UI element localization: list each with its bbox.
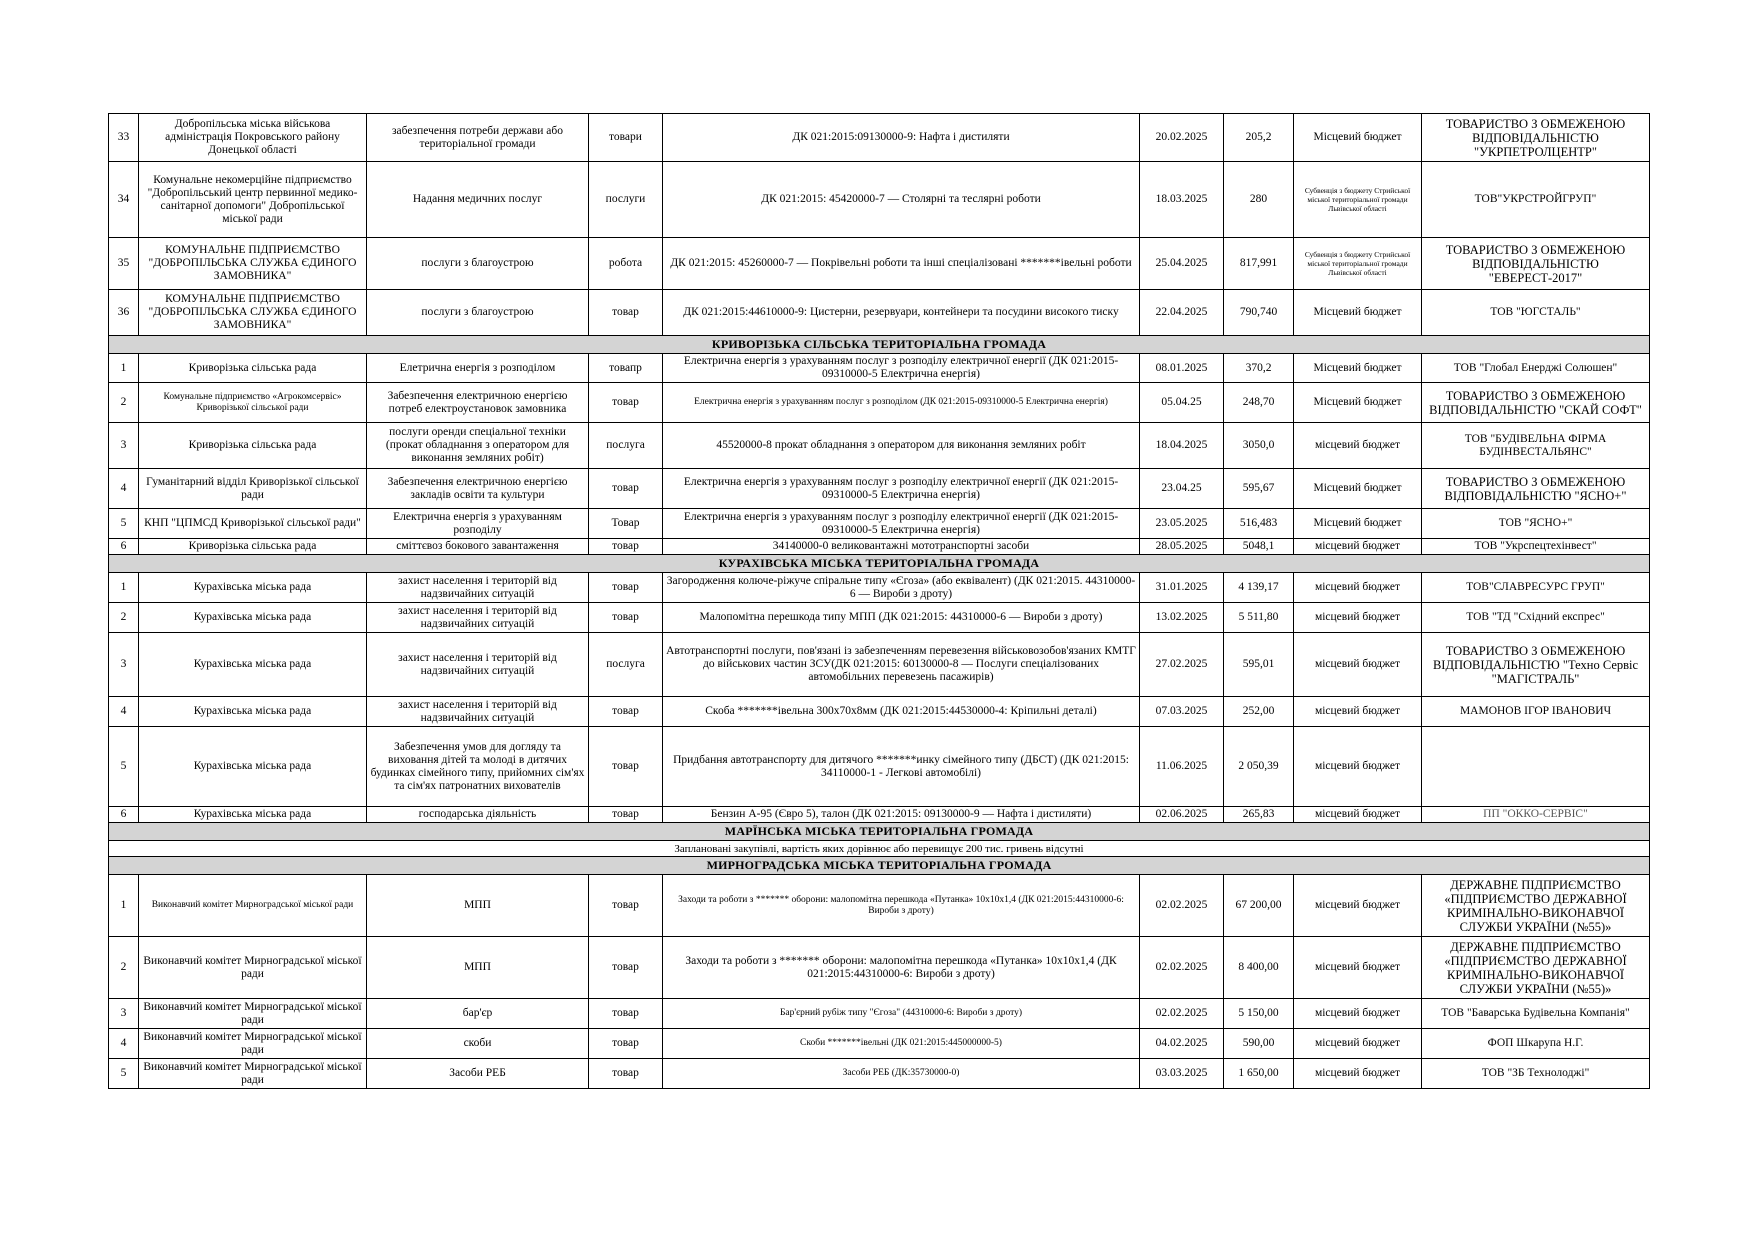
cell-purpose: господарська діяльність — [367, 807, 589, 823]
section-title: КУРАХІВСЬКА МІСЬКА ТЕРИТОРІАЛЬНА ГРОМАДА — [109, 555, 1650, 573]
cell-subject: Придбання автотранспорту для дитячого *******инку сімейного типу (ДБСТ) (ДК 021:2015: 34110000-1 - Легкові автомобілі) — [663, 727, 1140, 807]
cell-supplier: ТОВ "ЮГСТАЛЬ" — [1422, 290, 1650, 336]
cell-subject: Автотранспортні послуги, пов'язані із забезпеченням перевезення військовозобов'язаних КМТГ до військових частин ЗСУ(ДК 021:2015: 60130000-8 — Послуги спеціалізованих автомобільних перевезень пасажирів) — [663, 633, 1140, 697]
cell-sum: 5 511,80 — [1224, 603, 1294, 633]
cell-sum: 1 650,00 — [1224, 1059, 1294, 1089]
cell-n: 35 — [109, 238, 139, 290]
cell-subject: ДК 021:2015: 45420000-7 — Столярні та теслярні роботи — [663, 162, 1140, 238]
cell-source: місцевий бюджет — [1294, 573, 1422, 603]
cell-n: 36 — [109, 290, 139, 336]
table-row — [109, 114, 1650, 162]
cell-supplier: ТОВАРИСТВО З ОБМЕЖЕНОЮ ВІДПОВІДАЛЬНІСТЮ "УКРПЕТРОЛЦЕНТР" — [1422, 114, 1650, 162]
cell-source: місцевий бюджет — [1294, 423, 1422, 469]
cell-supplier: ТОВАРИСТВО З ОБМЕЖЕНОЮ ВІДПОВІДАЛЬНІСТЮ "ЯСНО+" — [1422, 469, 1650, 509]
section-header — [109, 857, 1650, 875]
cell-customer: Виконавчий комітет Мирноградської міської ради — [139, 999, 367, 1029]
cell-n: 3 — [109, 423, 139, 469]
cell-n: 2 — [109, 383, 139, 423]
cell-date: 04.02.2025 — [1140, 1029, 1224, 1059]
cell-supplier: ФОП Шкарупа Н.Г. — [1422, 1029, 1650, 1059]
cell-subject: Електрична енергія з урахуванням послуг з розподілом (ДК 021:2015-09310000-5 Електрична енергія) — [663, 383, 1140, 423]
cell-customer: Криворізька сільська рада — [139, 354, 367, 383]
cell-customer: Курахівська міська рада — [139, 807, 367, 823]
table-row — [109, 290, 1650, 336]
cell-source: Місцевий бюджет — [1294, 290, 1422, 336]
cell-n: 1 — [109, 354, 139, 383]
cell-subject: Малопомітна перешкода типу МПП (ДК 021:2015: 44310000-6 — Вироби з дроту) — [663, 603, 1140, 633]
cell-supplier: ТОВ "Баварська Будівельна Компанія" — [1422, 999, 1650, 1029]
cell-purpose: послуги оренди спеціальної техніки (прокат обладнання з оператором для виконання земляних робіт) — [367, 423, 589, 469]
cell-n: 34 — [109, 162, 139, 238]
cell-type: товар — [589, 383, 663, 423]
cell-sum: 370,2 — [1224, 354, 1294, 383]
cell-type: товар — [589, 807, 663, 823]
cell-subject: Бензин А-95 (Євро 5), талон (ДК 021:2015: 09130000-9 — Нафта і дистиляти) — [663, 807, 1140, 823]
cell-type: товапр — [589, 354, 663, 383]
cell-supplier: ТОВ "ТД "Східний експрес" — [1422, 603, 1650, 633]
cell-date: 08.01.2025 — [1140, 354, 1224, 383]
cell-type: Товар — [589, 509, 663, 539]
cell-type: товар — [589, 697, 663, 727]
cell-n: 3 — [109, 999, 139, 1029]
cell-type: товар — [589, 573, 663, 603]
cell-subject: Заходи та роботи з ******* оборони: малопомітна перешкода «Путанка» 10х10х1,4 (ДК 021:2015:44310000-6: Вироби з дроту) — [663, 875, 1140, 937]
cell-purpose: захист населення і територій від надзвичайних ситуацій — [367, 603, 589, 633]
cell-subject: Загородження колюче-ріжуче спіральне типу «Єгоза» (або еквівалент) (ДК 021:2015. 44310000-6 — Вироби з дроту) — [663, 573, 1140, 603]
cell-n: 6 — [109, 807, 139, 823]
cell-source: місцевий бюджет — [1294, 999, 1422, 1029]
cell-customer: КОМУНАЛЬНЕ ПІДПРИЄМСТВО "ДОБРОПІЛЬСЬКА СЛУЖБА ЄДИНОГО ЗАМОВНИКА" — [139, 238, 367, 290]
cell-supplier: ТОВ"СЛАВРЕСУРС ГРУП" — [1422, 573, 1650, 603]
table-row — [109, 697, 1650, 727]
cell-purpose: забезпечення потреби держави або територіальної громади — [367, 114, 589, 162]
cell-customer: Комунальне підприємство «Агрокомсервіс» Криворізької сільської ради — [139, 383, 367, 423]
cell-customer: Виконавчий комітет Мирноградської міської ради — [139, 1029, 367, 1059]
cell-subject: Скоба *******івельна 300х70х8мм (ДК 021:2015:44530000-4: Кріпильні деталі) — [663, 697, 1140, 727]
cell-customer: Гуманітарний відділ Криворізької сільської ради — [139, 469, 367, 509]
cell-n: 4 — [109, 1029, 139, 1059]
cell-sum: 205,2 — [1224, 114, 1294, 162]
cell-date: 13.02.2025 — [1140, 603, 1224, 633]
cell-type: товар — [589, 727, 663, 807]
table-row — [109, 999, 1650, 1029]
cell-supplier: ТОВАРИСТВО З ОБМЕЖЕНОЮ ВІДПОВІДАЛЬНІСТЮ "ЕВЕРЕСТ-2017" — [1422, 238, 1650, 290]
cell-customer: Комунальне некомерційне підприємство "Добропільський центр первинної медико-санітарної допомоги" Добропільської міської ради — [139, 162, 367, 238]
cell-date: 02.06.2025 — [1140, 807, 1224, 823]
cell-type: товари — [589, 114, 663, 162]
cell-n: 5 — [109, 1059, 139, 1089]
cell-purpose: Засоби РЕБ — [367, 1059, 589, 1089]
cell-date: 22.04.2025 — [1140, 290, 1224, 336]
cell-supplier: МАМОНОВ ІГОР ІВАНОВИЧ — [1422, 697, 1650, 727]
cell-purpose: скоби — [367, 1029, 589, 1059]
table-row — [109, 1059, 1650, 1089]
cell-subject: Заходи та роботи з ******* оборони: малопомітна перешкода «Путанка» 10х10х1,4 (ДК 021:2015:44310000-6: Вироби з дроту) — [663, 937, 1140, 999]
cell-date: 28.05.2025 — [1140, 539, 1224, 555]
table-row — [109, 727, 1650, 807]
cell-type: послуга — [589, 423, 663, 469]
cell-type: послуги — [589, 162, 663, 238]
cell-source: місцевий бюджет — [1294, 539, 1422, 555]
cell-source: місцевий бюджет — [1294, 937, 1422, 999]
cell-sum: 252,00 — [1224, 697, 1294, 727]
table-row — [109, 162, 1650, 238]
cell-customer: Виконавчий комітет Мирноградської міської ради — [139, 1059, 367, 1089]
cell-source: місцевий бюджет — [1294, 727, 1422, 807]
cell-sum: 67 200,00 — [1224, 875, 1294, 937]
cell-subject: Бар'єрний рубіж типу "Єгоза" (44310000-6: Вироби з дроту) — [663, 999, 1140, 1029]
cell-supplier: ДЕРЖАВНЕ ПІДПРИЄМСТВО «ПІДПРИЄМСТВО ДЕРЖАВНОЇ КРИМІНАЛЬНО-ВИКОНАВЧОЇ СЛУЖБИ УКРАЇНИ (№55)» — [1422, 875, 1650, 937]
cell-source: місцевий бюджет — [1294, 633, 1422, 697]
section-title: МИРНОГРАДСЬКА МІСЬКА ТЕРИТОРІАЛЬНА ГРОМАДА — [109, 857, 1650, 875]
cell-customer: Виконавчий комітет Мирноградської міської ради — [139, 937, 367, 999]
section-title: МАРЇНСЬКА МІСЬКА ТЕРИТОРІАЛЬНА ГРОМАДА — [109, 823, 1650, 841]
cell-purpose: Надання медичних послуг — [367, 162, 589, 238]
cell-sum: 595,01 — [1224, 633, 1294, 697]
cell-purpose: послуги з благоустрою — [367, 290, 589, 336]
cell-date: 11.06.2025 — [1140, 727, 1224, 807]
cell-supplier: ТОВ "БУДІВЕЛЬНА ФІРМА БУДІНВЕСТАЛЬЯНС" — [1422, 423, 1650, 469]
cell-purpose: Забезпечення умов для догляду та виховання дітей та молоді в дитячих будинках сімейного типу, прийомних сім'ях та сім'ях патронатних вихователів — [367, 727, 589, 807]
table-row — [109, 423, 1650, 469]
cell-purpose: бар'єр — [367, 999, 589, 1029]
cell-supplier: ПП "ОККО-СЕРВІС" — [1422, 807, 1650, 823]
cell-purpose: сміттєвоз бокового завантаження — [367, 539, 589, 555]
cell-purpose: Елетрична енергія з розподілом — [367, 354, 589, 383]
cell-n: 2 — [109, 937, 139, 999]
cell-source: Субвенція з бюджету Стрийської міської територіальної громади Львівської області — [1294, 162, 1422, 238]
cell-source: Місцевий бюджет — [1294, 469, 1422, 509]
section-note-row — [109, 841, 1650, 857]
table-row — [109, 238, 1650, 290]
cell-type: товар — [589, 469, 663, 509]
cell-subject: ДК 021:2015:09130000-9: Нафта і дистиляти — [663, 114, 1140, 162]
table-row — [109, 354, 1650, 383]
cell-date: 02.02.2025 — [1140, 999, 1224, 1029]
cell-sum: 5 150,00 — [1224, 999, 1294, 1029]
cell-n: 1 — [109, 875, 139, 937]
cell-type: товар — [589, 875, 663, 937]
cell-sum: 8 400,00 — [1224, 937, 1294, 999]
cell-date: 23.04.25 — [1140, 469, 1224, 509]
cell-n: 5 — [109, 509, 139, 539]
cell-source: Місцевий бюджет — [1294, 354, 1422, 383]
cell-sum: 248,70 — [1224, 383, 1294, 423]
table-row — [109, 1029, 1650, 1059]
cell-subject: 34140000-0 великовантажні мототранспортні засоби — [663, 539, 1140, 555]
cell-supplier: ДЕРЖАВНЕ ПІДПРИЄМСТВО «ПІДПРИЄМСТВО ДЕРЖАВНОЇ КРИМІНАЛЬНО-ВИКОНАВЧОЇ СЛУЖБИ УКРАЇНИ (№55)» — [1422, 937, 1650, 999]
cell-type: товар — [589, 937, 663, 999]
cell-sum: 3050,0 — [1224, 423, 1294, 469]
cell-supplier: ТОВ "Укрспецтехінвест" — [1422, 539, 1650, 555]
cell-type: товар — [589, 1029, 663, 1059]
cell-type: товар — [589, 603, 663, 633]
cell-customer: Добропільська міська військова адміністрація Покровського району Донецької області — [139, 114, 367, 162]
table-row — [109, 539, 1650, 555]
cell-customer: КНП "ЦПМСД Криворізької сільської ради" — [139, 509, 367, 539]
cell-date: 25.04.2025 — [1140, 238, 1224, 290]
cell-source: Місцевий бюджет — [1294, 509, 1422, 539]
cell-purpose: Забезпечення електричною енергією закладів освіти та культури — [367, 469, 589, 509]
cell-date: 02.02.2025 — [1140, 875, 1224, 937]
cell-supplier: ТОВ"УКРСТРОЙГРУП" — [1422, 162, 1650, 238]
cell-sum: 595,67 — [1224, 469, 1294, 509]
cell-subject: ДК 021:2015:44610000-9: Цистерни, резервуари, контейнери та посудини високого тиску — [663, 290, 1140, 336]
cell-type: товар — [589, 290, 663, 336]
section-title: КРИВОРІЗЬКА СІЛЬСЬКА ТЕРИТОРІАЛЬНА ГРОМАДА — [109, 336, 1650, 354]
cell-date: 03.03.2025 — [1140, 1059, 1224, 1089]
cell-sum: 2 050,39 — [1224, 727, 1294, 807]
cell-purpose: Електрична енергія з урахуванням розподілу — [367, 509, 589, 539]
cell-customer: Курахівська міська рада — [139, 603, 367, 633]
cell-n: 4 — [109, 697, 139, 727]
cell-supplier: ТОВАРИСТВО З ОБМЕЖЕНОЮ ВІДПОВІДАЛЬНІСТЮ "Техно Сервіс "МАГІСТРАЛЬ" — [1422, 633, 1650, 697]
cell-customer: Криворізька сільська рада — [139, 539, 367, 555]
cell-purpose: захист населення і територій від надзвичайних ситуацій — [367, 633, 589, 697]
cell-purpose: захист населення і територій від надзвичайних ситуацій — [367, 697, 589, 727]
cell-n: 6 — [109, 539, 139, 555]
cell-customer: Курахівська міська рада — [139, 727, 367, 807]
table-row — [109, 469, 1650, 509]
cell-sum: 590,00 — [1224, 1029, 1294, 1059]
cell-type: товар — [589, 539, 663, 555]
cell-customer: Курахівська міська рада — [139, 573, 367, 603]
cell-sum: 265,83 — [1224, 807, 1294, 823]
procurement-table — [108, 113, 1650, 1089]
cell-n: 4 — [109, 469, 139, 509]
table-row — [109, 383, 1650, 423]
cell-source: Субвенція з бюджету Стрийської міської територіальної громади Львівської області — [1294, 238, 1422, 290]
cell-n: 33 — [109, 114, 139, 162]
cell-n: 3 — [109, 633, 139, 697]
cell-date: 31.01.2025 — [1140, 573, 1224, 603]
cell-source: місцевий бюджет — [1294, 807, 1422, 823]
cell-source: Місцевий бюджет — [1294, 114, 1422, 162]
cell-purpose: послуги з благоустрою — [367, 238, 589, 290]
cell-n: 2 — [109, 603, 139, 633]
cell-supplier: ТОВ "Глобал Енерджі Солюшен" — [1422, 354, 1650, 383]
cell-sum: 817,991 — [1224, 238, 1294, 290]
cell-date: 07.03.2025 — [1140, 697, 1224, 727]
cell-sum: 516,483 — [1224, 509, 1294, 539]
cell-source: Місцевий бюджет — [1294, 383, 1422, 423]
cell-purpose: захист населення і територій від надзвичайних ситуацій — [367, 573, 589, 603]
cell-source: місцевий бюджет — [1294, 1029, 1422, 1059]
cell-n: 5 — [109, 727, 139, 807]
cell-customer: КОМУНАЛЬНЕ ПІДПРИЄМСТВО "ДОБРОПІЛЬСЬКА СЛУЖБА ЄДИНОГО ЗАМОВНИКА" — [139, 290, 367, 336]
cell-subject: ДК 021:2015: 45260000-7 — Покрівельні роботи та інші спеціалізовані *******івельні роботи — [663, 238, 1140, 290]
cell-date: 05.04.25 — [1140, 383, 1224, 423]
cell-subject: Електрична енергія з урахуванням послуг з розподілу електричної енергії (ДК 021:2015-09310000-5 Електрична енергія) — [663, 469, 1140, 509]
table-row — [109, 509, 1650, 539]
cell-sum: 5048,1 — [1224, 539, 1294, 555]
cell-date: 18.04.2025 — [1140, 423, 1224, 469]
cell-supplier: ТОВ "ЯСНО+" — [1422, 509, 1650, 539]
cell-purpose: Забезпечення електричною енергією потреб електроустановок замовника — [367, 383, 589, 423]
cell-customer: Виконавчий комітет Мирноградської міської ради — [139, 875, 367, 937]
cell-subject: Засоби РЕБ (ДК:35730000-0) — [663, 1059, 1140, 1089]
cell-date: 20.02.2025 — [1140, 114, 1224, 162]
table-row — [109, 807, 1650, 823]
section-note: Заплановані закупівлі, вартість яких дорівнює або перевищує 200 тис. гривень відсутні — [109, 841, 1650, 857]
table-row — [109, 603, 1650, 633]
cell-type: робота — [589, 238, 663, 290]
section-header — [109, 336, 1650, 354]
cell-customer: Криворізька сільська рада — [139, 423, 367, 469]
cell-sum: 280 — [1224, 162, 1294, 238]
cell-date: 23.05.2025 — [1140, 509, 1224, 539]
cell-supplier: ТОВАРИСТВО З ОБМЕЖЕНОЮ ВІДПОВІДАЛЬНІСТЮ "СКАЙ СОФТ" — [1422, 383, 1650, 423]
cell-type: товар — [589, 999, 663, 1029]
cell-source: місцевий бюджет — [1294, 875, 1422, 937]
table-row — [109, 633, 1650, 697]
cell-supplier: ТОВ "ЗБ Технолоджі" — [1422, 1059, 1650, 1089]
cell-purpose: МПП — [367, 937, 589, 999]
cell-type: послуга — [589, 633, 663, 697]
cell-n: 1 — [109, 573, 139, 603]
cell-date: 18.03.2025 — [1140, 162, 1224, 238]
cell-sum: 790,740 — [1224, 290, 1294, 336]
cell-subject: Скоби *******івельні (ДК 021:2015:445000000-5) — [663, 1029, 1140, 1059]
cell-subject: Електрична енергія з урахуванням послуг з розподілу електричної енергії (ДК 021:2015-09310000-5 Електрична енергія) — [663, 509, 1140, 539]
cell-source: місцевий бюджет — [1294, 603, 1422, 633]
cell-date: 02.02.2025 — [1140, 937, 1224, 999]
cell-purpose: МПП — [367, 875, 589, 937]
cell-supplier — [1422, 727, 1650, 807]
table-row — [109, 573, 1650, 603]
cell-type: товар — [589, 1059, 663, 1089]
table-row — [109, 875, 1650, 937]
section-header — [109, 555, 1650, 573]
table-row — [109, 937, 1650, 999]
section-header — [109, 823, 1650, 841]
cell-sum: 4 139,17 — [1224, 573, 1294, 603]
cell-source: місцевий бюджет — [1294, 697, 1422, 727]
cell-date: 27.02.2025 — [1140, 633, 1224, 697]
cell-customer: Курахівська міська рада — [139, 697, 367, 727]
cell-subject: 45520000-8 прокат обладнання з оператором для виконання земляних робіт — [663, 423, 1140, 469]
cell-source: місцевий бюджет — [1294, 1059, 1422, 1089]
cell-subject: Електрична енергія з урахуванням послуг з розподілу електричної енергії (ДК 021:2015-09310000-5 Електрична енергія) — [663, 354, 1140, 383]
cell-customer: Курахівська міська рада — [139, 633, 367, 697]
